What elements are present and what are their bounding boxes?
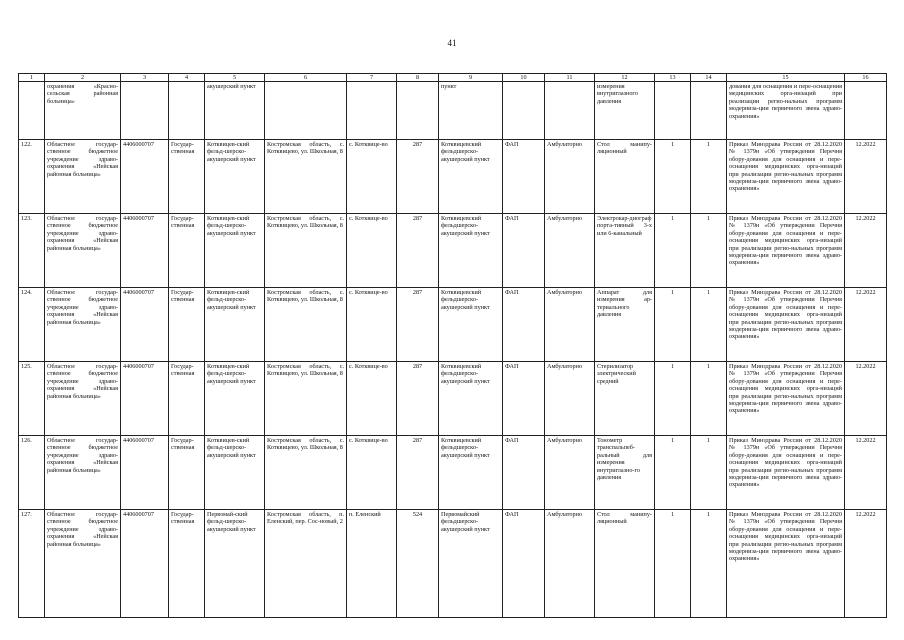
cell-kind: ФАП [503,362,545,436]
column-header: 12 [595,74,655,82]
cell-facility: Котквицевский фельдшерско-акушерский пункт [439,214,503,288]
cell-kind: ФАП [503,288,545,362]
cell-kind: ФАП [503,436,545,510]
equipment-table [18,73,887,618]
cell-facility: Котквицевский фельдшерско-акушерский пункт [439,140,503,214]
column-header: 15 [727,74,845,82]
cell-care: Амбулаторно [545,140,595,214]
cell-basis: Приказ Минздрава России от 28.12.2020 № 1379н «Об утверждении Перечня обору-дования для оснащения и пере-оснащения медицинских орга-низаций при реализации регио-нальных программ модерниза-ции первичного звена здраво-охранения» [727,140,845,214]
cell-basis: Приказ Минздрава России от 28.12.2020 № 1379н «Об утверждении Перечня обору-дования для оснащения и пере-оснащения медицинских орга-низаций при реализации регио-нальных программ модерниза-ции первичного звена здраво-охранения» [727,436,845,510]
cell-address: Костромская область, с. Котквицево, ул. Школьная, 8 [265,214,347,288]
continuation-row [19,82,887,140]
cell-equipment: Электрокар-диограф порта-тивный 3-х или 6-канальный [595,214,655,288]
column-header: 13 [655,74,691,82]
cell-qty-b: 1 [691,214,727,288]
cell-ownership: Государ-ственная [169,214,205,288]
cell-basis: дования для оснащения и пере-оснащения медицинских орга-низаций при реализации регио-нальных программ модерниза-ции первичного звена здраво-охранения» [727,82,845,140]
column-header: 6 [265,74,347,82]
cell-qty-b [691,82,727,140]
table-row [19,510,887,618]
cell-type: Котквицев-ский фельд-шерско-акушерский пункт [205,288,265,362]
cell-facility: пункт [439,82,503,140]
cell-code: 287 [397,288,439,362]
cell-num: 124. [19,288,45,362]
cell-basis: Приказ Минздрава России от 28.12.2020 № 1379н «Об утверждении Перечня обору-дования для оснащения и пере-оснащения медицинских орга-низаций при реализации регио-нальных программ модерниза-ции первичного звена здраво-охранения» [727,214,845,288]
cell-org: Областное государ-ственное бюджетное учреждение здраво-охранения «Нейская районная больница» [45,288,121,362]
cell-type: Котквицев-ский фельд-шерско-акушерский пункт [205,436,265,510]
cell-care: Амбулаторно [545,362,595,436]
cell-num: 126. [19,436,45,510]
cell-inn: 4406000707 [121,510,169,618]
cell-code: 287 [397,214,439,288]
cell-date: 12.2022 [845,288,887,362]
cell-address [265,82,347,140]
cell-type: Котквицев-ский фельд-шерско-акушерский пункт [205,362,265,436]
cell-locality: с. Котквице-во [347,288,397,362]
cell-ownership: Государ-ственная [169,288,205,362]
cell-date: 12.2022 [845,436,887,510]
table-row [19,362,887,436]
cell-address: Костромская область, п. Еленский, пер. Сос-новый, 2 [265,510,347,618]
cell-qty-a: 1 [655,140,691,214]
cell-num [19,82,45,140]
column-header: 8 [397,74,439,82]
cell-locality: п. Еленский [347,510,397,618]
cell-address: Костромская область, с. Котквицево, ул. Школьная, 8 [265,140,347,214]
cell-address: Костромская область, с. Котквицево, ул. Школьная, 8 [265,288,347,362]
cell-inn: 4406000707 [121,140,169,214]
cell-code: 287 [397,140,439,214]
column-header: 5 [205,74,265,82]
cell-facility: Котквицевский фельдшерско-акушерский пункт [439,288,503,362]
cell-inn [121,82,169,140]
cell-qty-a: 1 [655,362,691,436]
cell-num: 123. [19,214,45,288]
cell-type: Котквицев-ский фельд-шерско-акушерский пункт [205,140,265,214]
cell-qty-b: 1 [691,510,727,618]
page-number: 41 [447,38,457,48]
cell-qty-b: 1 [691,288,727,362]
cell-facility: Котквицевский фельдшерско-акушерский пункт [439,362,503,436]
table-row [19,214,887,288]
cell-facility: Первомайский фельдшерско-акушерский пункт [439,510,503,618]
cell-equipment: измерения внутриглазного давления [595,82,655,140]
cell-qty-b: 1 [691,362,727,436]
table-row [19,140,887,214]
cell-org: Областное государ-ственное бюджетное учреждение здраво-охранения «Нейская районная больница» [45,214,121,288]
cell-care: Амбулаторно [545,510,595,618]
cell-locality [347,82,397,140]
cell-qty-a: 1 [655,510,691,618]
table-row [19,288,887,362]
cell-ownership: Государ-ственная [169,362,205,436]
column-header: 11 [545,74,595,82]
column-header: 3 [121,74,169,82]
cell-inn: 4406000707 [121,362,169,436]
cell-equipment: Аппарат для измерения ар-териального давления [595,288,655,362]
cell-ownership: Государ-ственная [169,436,205,510]
cell-type: акушерский пункт [205,82,265,140]
cell-care: Амбулаторно [545,288,595,362]
column-header: 2 [45,74,121,82]
cell-basis: Приказ Минздрава России от 28.12.2020 № 1379н «Об утверждении Перечня обору-дования для оснащения и пере-оснащения медицинских орга-низаций при реализации регио-нальных программ модерниза-ции первичного звена здраво-охранения» [727,362,845,436]
column-header: 4 [169,74,205,82]
cell-type: Первомай-ский фельд-шерско-акушерский пункт [205,510,265,618]
cell-org: Областное государ-ственное бюджетное учреждение здраво-охранения «Нейская районная больница» [45,510,121,618]
cell-num: 125. [19,362,45,436]
cell-equipment: Стол манипу-ляционный [595,140,655,214]
cell-qty-a: 1 [655,288,691,362]
cell-basis: Приказ Минздрава России от 28.12.2020 № 1379н «Об утверждении Перечня обору-дования для оснащения и пере-оснащения медицинских орга-низаций при реализации регио-нальных программ модерниза-ции первичного звена здраво-охранения» [727,288,845,362]
cell-inn: 4406000707 [121,436,169,510]
cell-qty-b: 1 [691,140,727,214]
cell-date: 12.2022 [845,362,887,436]
cell-address: Костромская область, с. Котквицево, ул. Школьная, 8 [265,362,347,436]
cell-equipment: Стерилизатор электрический средний [595,362,655,436]
cell-care: Амбулаторно [545,436,595,510]
cell-locality: с. Котквице-во [347,140,397,214]
cell-inn: 4406000707 [121,288,169,362]
cell-ownership [169,82,205,140]
cell-code: 524 [397,510,439,618]
cell-type: Котквицев-ский фельд-шерско-акушерский пункт [205,214,265,288]
cell-equipment: Стол манипу-ляционный [595,510,655,618]
cell-code: 287 [397,362,439,436]
column-header: 7 [347,74,397,82]
cell-equipment: Тонометр транспальпеб-ральный для измерения внутриглазно-го давления [595,436,655,510]
cell-qty-b: 1 [691,436,727,510]
cell-locality: с. Котквице-во [347,362,397,436]
cell-kind: ФАП [503,140,545,214]
table-rows [19,140,887,618]
cell-org: охранения «Красно-сельская районная больница» [45,82,121,140]
cell-ownership: Государ-ственная [169,140,205,214]
cell-qty-a: 1 [655,214,691,288]
cell-care: Амбулаторно [545,214,595,288]
cell-qty-a: 1 [655,436,691,510]
column-header: 16 [845,74,887,82]
cell-kind: ФАП [503,214,545,288]
cell-care [545,82,595,140]
cell-address: Костромская область, с. Котквицево, ул. Школьная, 8 [265,436,347,510]
column-number-row [19,74,887,82]
cell-basis: Приказ Минздрава России от 28.12.2020 № 1379н «Об утверждении Перечня обору-дования для оснащения и пере-оснащения медицинских орга-низаций при реализации регио-нальных программ модерниза-ции первичного звена здраво-охранения» [727,510,845,618]
cell-code [397,82,439,140]
cell-kind: ФАП [503,510,545,618]
table-row [19,436,887,510]
cell-date: 12.2022 [845,140,887,214]
cell-org: Областное государ-ственное бюджетное учреждение здраво-охранения «Нейская районная больница» [45,362,121,436]
cell-date: 12.2022 [845,214,887,288]
cell-inn: 4406000707 [121,214,169,288]
cell-ownership: Государ-ственная [169,510,205,618]
column-header: 1 [19,74,45,82]
cell-locality: с. Котквице-во [347,436,397,510]
cell-date [845,82,887,140]
cell-kind [503,82,545,140]
column-header: 9 [439,74,503,82]
cell-date: 12.2022 [845,510,887,618]
cell-qty-a [655,82,691,140]
cell-locality: с. Котквице-во [347,214,397,288]
cell-org: Областное государ-ственное бюджетное учреждение здраво-охранения «Нейская районная больница» [45,436,121,510]
cell-org: Областное государ-ственное бюджетное учреждение здраво-охранения «Нейская районная больница» [45,140,121,214]
cell-num: 127. [19,510,45,618]
column-header: 10 [503,74,545,82]
cell-facility: Котквицевский фельдшерско-акушерский пункт [439,436,503,510]
cell-num: 122. [19,140,45,214]
column-header: 14 [691,74,727,82]
cell-code: 287 [397,436,439,510]
